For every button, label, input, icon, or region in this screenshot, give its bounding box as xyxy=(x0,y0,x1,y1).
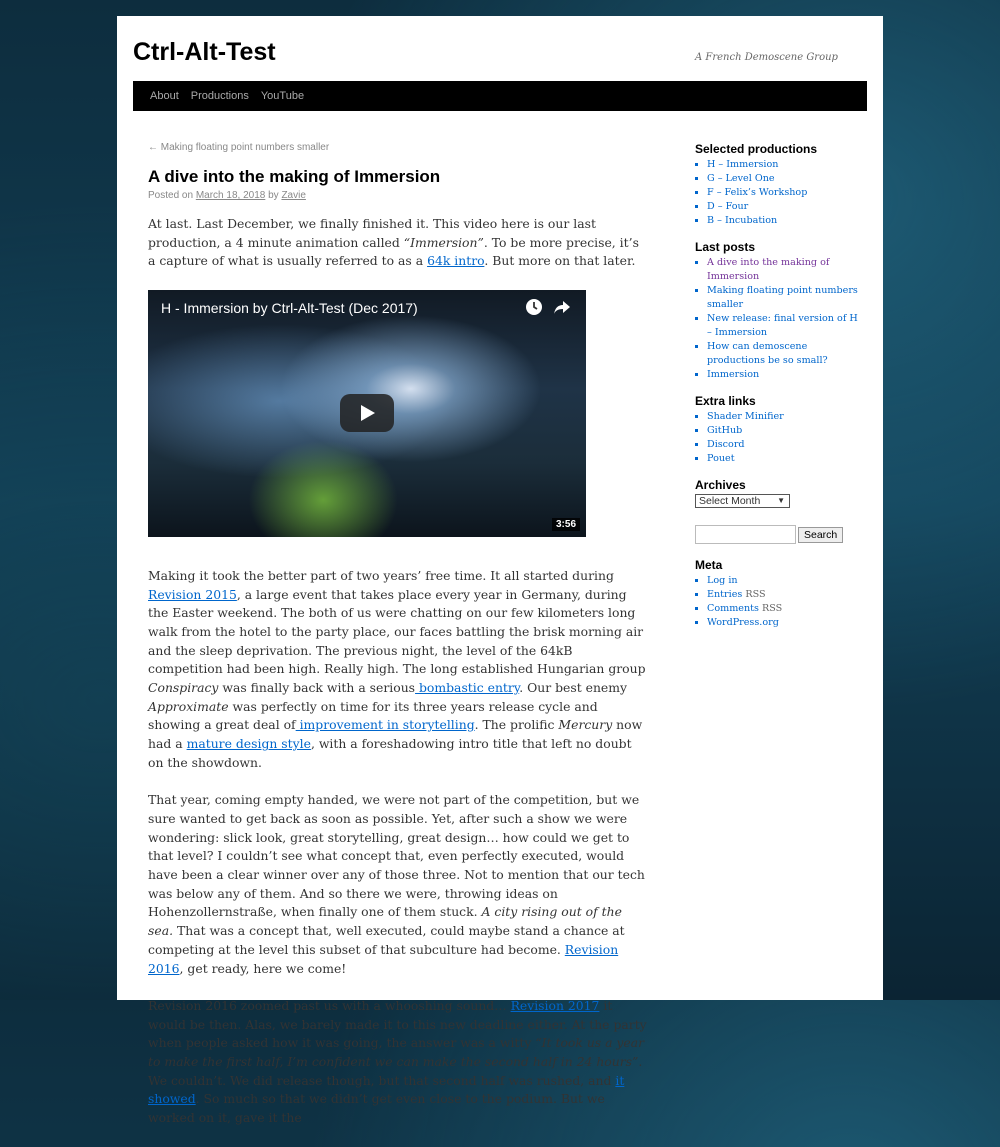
post-link[interactable]: Making floating point numbers smaller xyxy=(707,285,858,310)
list-item xyxy=(707,438,865,452)
by-label: by xyxy=(268,190,279,201)
last-posts-heading: Last posts xyxy=(695,240,756,254)
post-body xyxy=(148,215,650,1128)
nav-item-youtube[interactable]: YouTube xyxy=(260,90,305,102)
paragraph-2 xyxy=(148,567,650,773)
extra-links-list xyxy=(695,410,865,466)
rss-abbr: RSS xyxy=(762,603,783,614)
main-nav xyxy=(133,81,867,111)
comments-label: Comments xyxy=(707,603,759,614)
list-item xyxy=(707,214,865,228)
clock-icon[interactable] xyxy=(524,298,544,318)
list-item xyxy=(707,158,865,172)
text: That was a concept that, well executed, could maybe stand a chance at competing at the level this subset of that subculture had become. xyxy=(148,923,625,957)
entries-rss-link[interactable] xyxy=(707,589,766,600)
search-button[interactable]: Search xyxy=(798,527,843,543)
text: , with a foreshadowing intro title that left no doubt on the showdown. xyxy=(148,736,632,770)
list-item xyxy=(707,340,865,368)
list-item xyxy=(707,424,865,438)
nav-item-about[interactable]: About xyxy=(150,90,179,102)
text: . But more on that later. xyxy=(484,253,636,269)
extra-link[interactable]: GitHub xyxy=(707,425,743,436)
link-revision-2017[interactable]: Revision 2017 xyxy=(510,997,600,1013)
site-title[interactable]: Ctrl-Alt-Test xyxy=(133,38,276,66)
emphasis: Conspiracy xyxy=(148,680,219,696)
search-input[interactable] xyxy=(695,525,796,544)
list-item xyxy=(707,284,865,312)
extra-link[interactable]: Shader Minifier xyxy=(707,411,784,422)
login-link[interactable]: Log in xyxy=(707,575,738,586)
nav-item-productions[interactable]: Productions xyxy=(190,90,249,102)
paragraph-3 xyxy=(148,791,650,978)
production-link[interactable]: H – Immersion xyxy=(707,159,779,170)
text: was perfectly on time for its three years release cycle and showing a great deal of xyxy=(148,698,598,733)
post-link[interactable]: A dive into the making of Immersion xyxy=(707,257,830,282)
archives-heading: Archives xyxy=(695,478,746,492)
extra-link[interactable]: Discord xyxy=(707,439,745,450)
paragraph-4 xyxy=(148,997,650,1128)
emphasis: A city rising out of the sea. xyxy=(148,904,622,939)
entries-label: Entries xyxy=(707,589,743,600)
list-item xyxy=(707,410,865,424)
list-item xyxy=(707,602,865,616)
previous-post-label: Making floating point numbers smaller xyxy=(160,142,330,153)
production-link[interactable]: F – Felix’s Workshop xyxy=(707,187,808,198)
list-item xyxy=(707,574,865,588)
text: . The prolific xyxy=(474,717,559,733)
post-link[interactable]: New release: final version of H – Immersion xyxy=(707,313,858,338)
text: . So much so that we didn’t get even close to the podium. But we worked on it, gave it the xyxy=(148,1091,605,1126)
main-content xyxy=(148,142,650,1147)
video-embed[interactable] xyxy=(148,290,586,537)
list-item xyxy=(707,368,865,382)
last-posts-list xyxy=(695,256,865,382)
list-item xyxy=(707,452,865,466)
text: was finally back with a serious xyxy=(218,680,416,696)
emphasis: “It took us a year to make the first half, I’m confident we can make the second half in 24 hours” xyxy=(148,1035,645,1070)
text: , get ready, here we come! xyxy=(179,960,347,976)
meta-heading: Meta xyxy=(695,558,723,572)
link-it-showed[interactable]: it showed xyxy=(148,1072,625,1107)
comments-rss-link[interactable] xyxy=(707,603,782,614)
link-64k-intro[interactable]: 64k intro xyxy=(427,253,485,269)
video-title[interactable]: H - Immersion by Ctrl-Alt-Test (Dec 2017) xyxy=(161,299,418,316)
search-form xyxy=(695,525,865,544)
text: At last. Last December, we finally finished it. This video here is our last production, a 4 minute animation called xyxy=(148,216,596,250)
link-bombastic-entry[interactable]: bombastic entry xyxy=(415,680,520,696)
post-meta xyxy=(148,190,650,201)
paragraph-1 xyxy=(148,215,650,271)
list-item xyxy=(707,616,865,630)
text: it would be then. Alas, we barely made it to this new deadline either. At the party when people asked how it was going, the answer was a witty xyxy=(148,997,647,1051)
chevron-down-icon: ▼ xyxy=(777,496,785,505)
list-item xyxy=(707,312,865,340)
play-icon[interactable] xyxy=(340,394,394,432)
text: . To be more precise, it’s a capture of what is usually referred to as a xyxy=(148,234,639,269)
wordpress-link[interactable]: WordPress.org xyxy=(707,617,779,628)
text: . Our best enemy xyxy=(519,680,628,696)
list-item xyxy=(707,186,865,200)
extra-link[interactable]: Pouet xyxy=(707,453,735,464)
emphasis: Approximate xyxy=(148,698,229,714)
link-mature-design-style[interactable]: mature design style xyxy=(186,736,311,752)
text: , a large event that takes place every year in Germany, during the Easter weekend. The both of us were chatting on our few kilometers long walk from the hotel to the party place, our faces battling the brisk morning air and the sleep deprivation. The previous night, the level of the 64kB competition had been high. Really high. The long established Hungarian group xyxy=(148,586,646,677)
archives-select-value: Select Month xyxy=(699,495,761,507)
extra-links-heading: Extra links xyxy=(695,394,756,408)
text: now had a xyxy=(148,717,643,752)
text: Revision 2016 zoomed past us with a whooshing sound… xyxy=(148,997,511,1013)
posted-on-label: Posted on xyxy=(148,190,194,201)
post-title: A dive into the making of Immersion xyxy=(148,167,441,186)
sidebar xyxy=(695,142,865,642)
link-improvement-in-storytelling[interactable]: improvement in storytelling xyxy=(295,717,475,733)
rss-abbr: RSS xyxy=(745,589,766,600)
text: . We couldn’t. We did release though, but that second half was rushed, and xyxy=(148,1054,643,1088)
list-item xyxy=(707,200,865,214)
page-container xyxy=(117,16,883,1126)
archives-select[interactable] xyxy=(695,494,790,508)
selected-productions-heading: Selected productions xyxy=(695,142,818,156)
emphasis: Mercury xyxy=(558,717,613,733)
text: That year, coming empty handed, we were not part of the competition, but we sure wanted to get back as soon as possible. Yet, after such a show we were wondering: slick look, great storytelling, great design… how could we get to that level? I couldn’t see what concept that, even perfectly executed, would have been a clear winner over any of those three. Not to mention that our tech was below any of them. And so there we were, throwing ideas on Hohenzollernstraße, when finally one of them stuck. xyxy=(148,792,645,920)
production-link[interactable]: D – Four xyxy=(707,201,749,212)
post-author-link[interactable]: Zavie xyxy=(281,190,306,201)
link-revision-2016[interactable]: Revision 2016 xyxy=(148,941,619,976)
production-link[interactable]: G – Level One xyxy=(707,173,775,184)
text: Making it took the better part of two years’ free time. It all started during xyxy=(148,567,614,583)
list-item xyxy=(707,256,865,284)
post-link[interactable]: How can demoscene productions be so small? xyxy=(707,341,828,366)
meta-list xyxy=(695,574,865,630)
previous-post-link[interactable] xyxy=(148,142,650,153)
link-revision-2015[interactable]: Revision 2015 xyxy=(148,586,237,602)
selected-productions-list xyxy=(695,158,865,228)
emphasis: “Immersion” xyxy=(403,234,484,250)
site-description: A French Demoscene Group xyxy=(695,52,838,63)
production-link[interactable]: B – Incubation xyxy=(707,215,778,226)
post-date-link[interactable]: March 18, 2018 xyxy=(195,190,266,201)
list-item xyxy=(707,172,865,186)
list-item xyxy=(707,588,865,602)
share-icon[interactable] xyxy=(552,298,572,318)
post-link[interactable]: Immersion xyxy=(707,369,760,380)
video-duration: 3:56 xyxy=(552,518,580,531)
left-arrow-icon: ← xyxy=(148,142,158,153)
